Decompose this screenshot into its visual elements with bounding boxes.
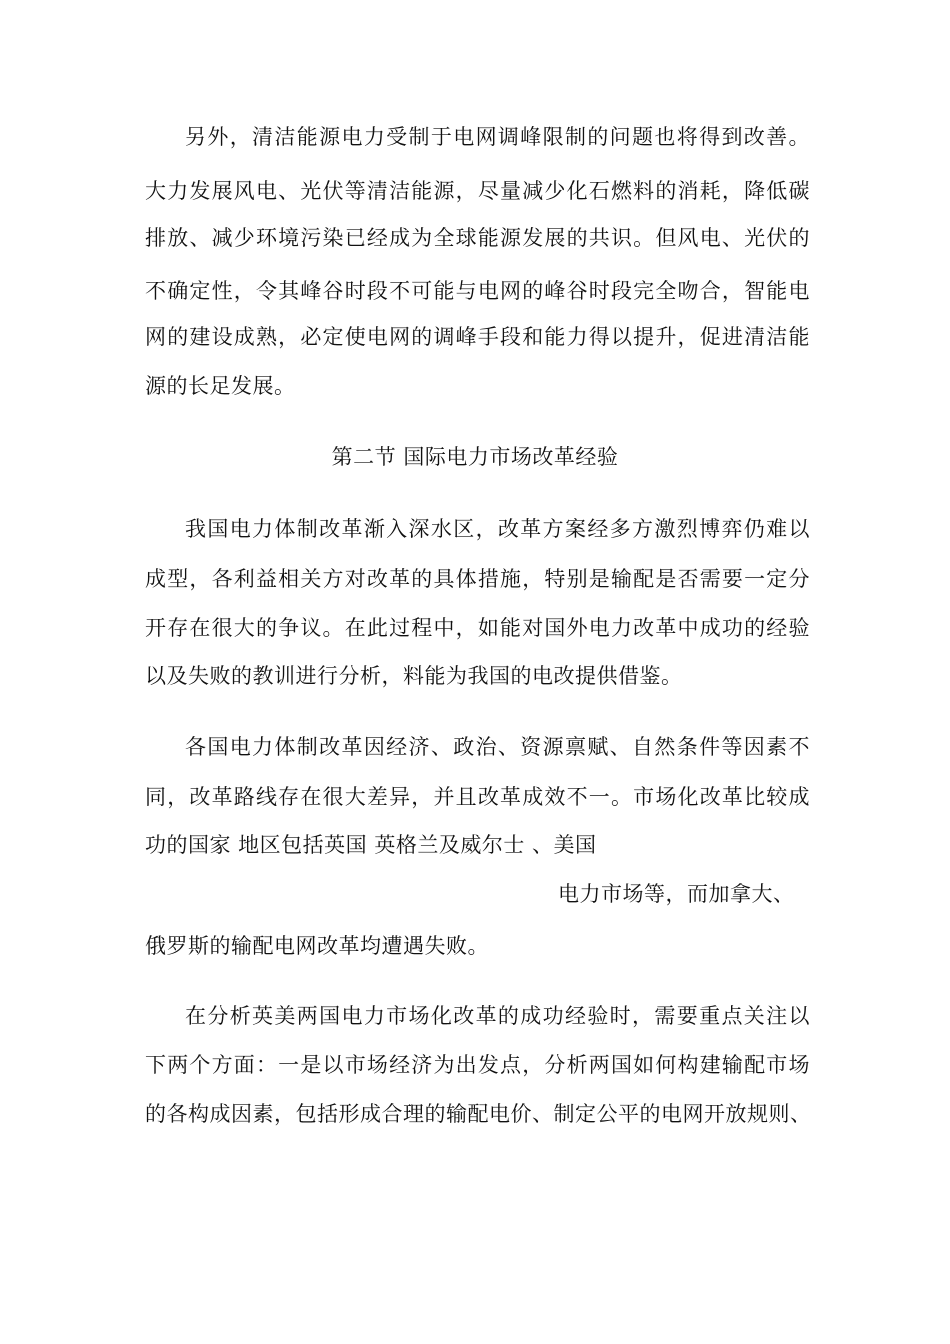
paragraph-2-line-3: 开存在很大的争议。在此过程中，如能对国外电力改革中成功的经验 — [145, 616, 810, 640]
paragraph-2-line-1: 我国电力体制改革渐入深水区，改革方案经多方激烈博弈仍难以 — [185, 517, 810, 541]
paragraph-1-line-6: 源的长足发展。 — [145, 374, 296, 398]
paragraph-3-line-3: 功的国家 地区包括英国 英格兰及威尔士 、美国 — [145, 833, 597, 857]
paragraph-4-line-1: 在分析英美两国电力市场化改革的成功经验时，需要重点关注以 — [185, 1004, 810, 1028]
paragraph-1-line-2: 大力发展风电、光伏等清洁能源，尽量减少化石燃料的消耗，降低碳 — [145, 179, 810, 203]
paragraph-3-line-2: 同，改革路线存在很大差异，并且改革成效不一。市场化改革比较成 — [145, 785, 810, 809]
paragraph-4-line-3: 的各构成因素，包括形成合理的输配电价、制定公平的电网开放规则、 — [145, 1102, 812, 1126]
paragraph-2-line-4: 以及失败的教训进行分析，料能为我国的电改提供借鉴。 — [145, 664, 683, 688]
paragraph-1-line-3: 排放、减少环境污染已经成为全球能源发展的共识。但风电、光伏的 — [145, 226, 810, 250]
paragraph-2-line-2: 成型，各利益相关方对改革的具体措施，特别是输配是否需要一定分 — [145, 567, 810, 591]
paragraph-1-line-1: 另外，清洁能源电力受制于电网调峰限制的问题也将得到改善。 — [185, 125, 810, 149]
paragraph-3-line-4: 电力市场等，而加拿大、 — [558, 882, 795, 906]
paragraph-1-line-4: 不确定性，令其峰谷时段不可能与电网的峰谷时段完全吻合，智能电 — [145, 279, 810, 303]
paragraph-3-line-1: 各国电力体制改革因经济、政治、资源禀赋、自然条件等因素不 — [185, 735, 810, 759]
paragraph-4-line-2: 下两个方面：一是以市场经济为出发点，分析两国如何构建输配市场 — [145, 1053, 810, 1077]
paragraph-3-line-5: 俄罗斯的输配电网改革均遭遇失败。 — [145, 934, 489, 958]
paragraph-1-line-5: 网的建设成熟，必定使电网的调峰手段和能力得以提升，促进清洁能 — [145, 325, 810, 349]
section-heading: 第二节 国际电力市场改革经验 — [331, 445, 619, 469]
